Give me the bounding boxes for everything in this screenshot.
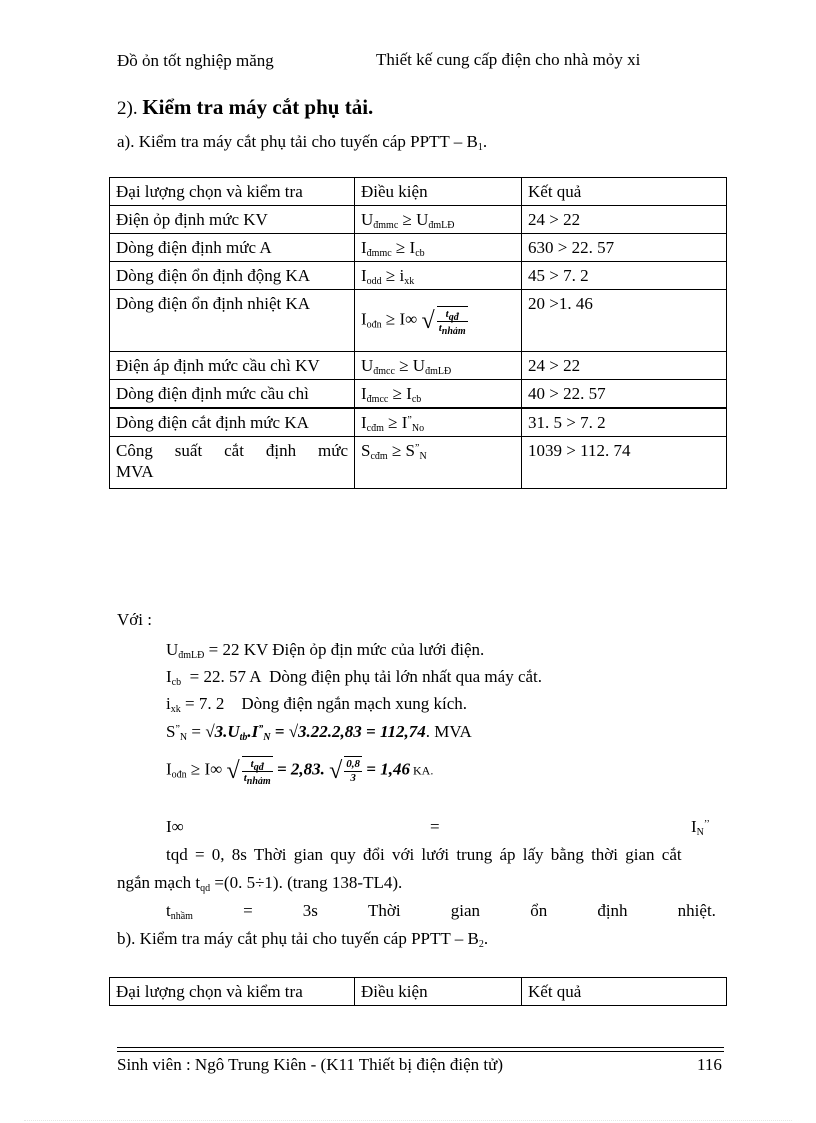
table-row: Dòng điện định mức A $I_{đmmc} \ge I_{cb}$ 630 > 22. 57 — [110, 234, 727, 262]
note-line: tqd = 0, 8s Thời gian quy đổi với lưới trung áp lấy bằng thời gian cắt — [166, 845, 682, 864]
condition-cell: $I_{odd} \ge i_{xk}$ — [355, 262, 522, 290]
note-line-left: I∞ — [166, 817, 184, 836]
footer-divider — [117, 1051, 724, 1052]
subsection-b-title: b). Kiểm tra máy cắt phụ tải cho tuyến cáp PPTT – $B_2$. — [117, 929, 489, 950]
table-header: Đại lượng chọn và kiểm tra — [110, 178, 355, 206]
sqrt-icon: √ — [329, 757, 343, 784]
footer-divider — [117, 1047, 724, 1048]
note-line: ngắn mạch $t_{qd} =(0$. 5÷1). (trang 138-TL4). — [117, 873, 403, 894]
table-row: Công suất cắt định mức MVA $S_{cđm} \ge S^”_N$ 1039 > 112. 74 — [110, 437, 727, 489]
note-line: $t_{nhầm}$ = 3s Thời gian ổn định nhiệt. — [166, 901, 716, 922]
check-table-a — [109, 177, 727, 489]
page-number: 116 — [697, 1055, 722, 1074]
table-row: Dòng điện cắt định mức KA $I_{cđm} \ge I^”_{No}$ 31. 5 > 7. 2 — [110, 408, 727, 437]
header-right: Thiết kế cung cấp điện cho nhà mỏy xi — [376, 50, 641, 69]
condition-cell: $S_{cđm} \ge S^”_N$ — [355, 437, 522, 489]
condition-cell: $U_{đmcc} \ge U_{đmLĐ}$ — [355, 352, 522, 380]
table-header: Kết quả — [522, 178, 727, 206]
subsection-a-title: a). Kiểm tra máy cắt phụ tải cho tuyến cáp PPTT – $B_1$. — [117, 132, 488, 153]
table-row: Điện áp định mức cầu chì KV $U_{đmcc} \ge U_{đmLĐ}$ 24 > 22 — [110, 352, 727, 380]
note-line: $U_{đmLĐ} = 22$ KV Điện ỏp địn mức của lưới điện. — [166, 640, 485, 661]
page-edge — [24, 1120, 792, 1121]
condition-cell: $U_{đmmc} \ge U_{đmLĐ}$ — [355, 206, 522, 234]
condition-cell: $I_{đmmc} \ge I_{cb}$ — [355, 234, 522, 262]
section-number: 2). — [117, 98, 138, 119]
check-table-b — [109, 977, 727, 1006]
section-title-text: Kiểm tra máy cắt phụ tải. — [142, 95, 374, 119]
table-row: Dòng điện ổn định nhiệt KA $I_{ođn} \ge I\infty$ √ $\frac{t_{qđ}}{t_{nhảm}}$ 20 >1. 46 — [110, 290, 727, 352]
footer-student: Sinh viên : Ngô Trung Kiên - (K11 Thiết bị điện điện tử) — [117, 1055, 504, 1074]
note-line-right: $I_N^{’’}$ — [691, 817, 710, 838]
table-row: Dòng điện ổn định động KA $I_{odd} \ge i_{xk}$ 45 > 7. 2 — [110, 262, 727, 290]
table-row: Dòng điện định mức cầu chì $I_{đmcc} \ge I_{cb}$ 40 > 22. 57 — [110, 380, 727, 409]
table-header: Điều kiện — [355, 978, 522, 1006]
section-title — [117, 95, 373, 120]
note-line: $I_{cb} = 22$. 57 A Dòng điện phụ tải lớn nhất qua máy cắt. — [166, 667, 543, 688]
note-line: $i_{xk} = 7$. 2 Dòng điện ngắn mạch xung kích. — [166, 694, 467, 715]
table-header: Đại lượng chọn và kiểm tra — [110, 978, 355, 1006]
table-header: Điều kiện — [355, 178, 522, 206]
sqrt-icon: √ — [421, 307, 435, 334]
note-line-formula: $S^”_N = √3.U_{tb}.I^”_N = √3.22.2,83 = 112,74$. MVA — [166, 722, 472, 743]
condition-cell: $I_{cđm} \ge I^”_{No}$ — [355, 408, 522, 437]
table-row: Điện ỏp định mức KV $U_{đmmc} \ge U_{đmLĐ}$ 24 > 22 — [110, 206, 727, 234]
table-header-row — [110, 978, 727, 1006]
condition-cell: $I_{đmcc} \ge I_{cb}$ — [355, 380, 522, 409]
sqrt-icon: √ — [226, 757, 240, 784]
header-left: Đồ ỏn tốt nghiệp măng — [117, 51, 274, 70]
condition-cell: $I_{ođn} \ge I\infty$ √ $\frac{t_{qđ}}{t_{nhảm}}$ — [355, 290, 522, 352]
note-line-formula: $I_{ođn} \ge I\infty$ √ $\frac{t_{qđ}}{t_{nhảm}}$ = 2,83. √ $\frac{0,8}{3}$ = 1,46 KA. — [166, 757, 434, 787]
note-line-mid: = — [430, 817, 440, 836]
table-header: Kết quả — [522, 978, 727, 1006]
table-header-row — [110, 178, 727, 206]
notes-label: Với : — [117, 610, 152, 629]
